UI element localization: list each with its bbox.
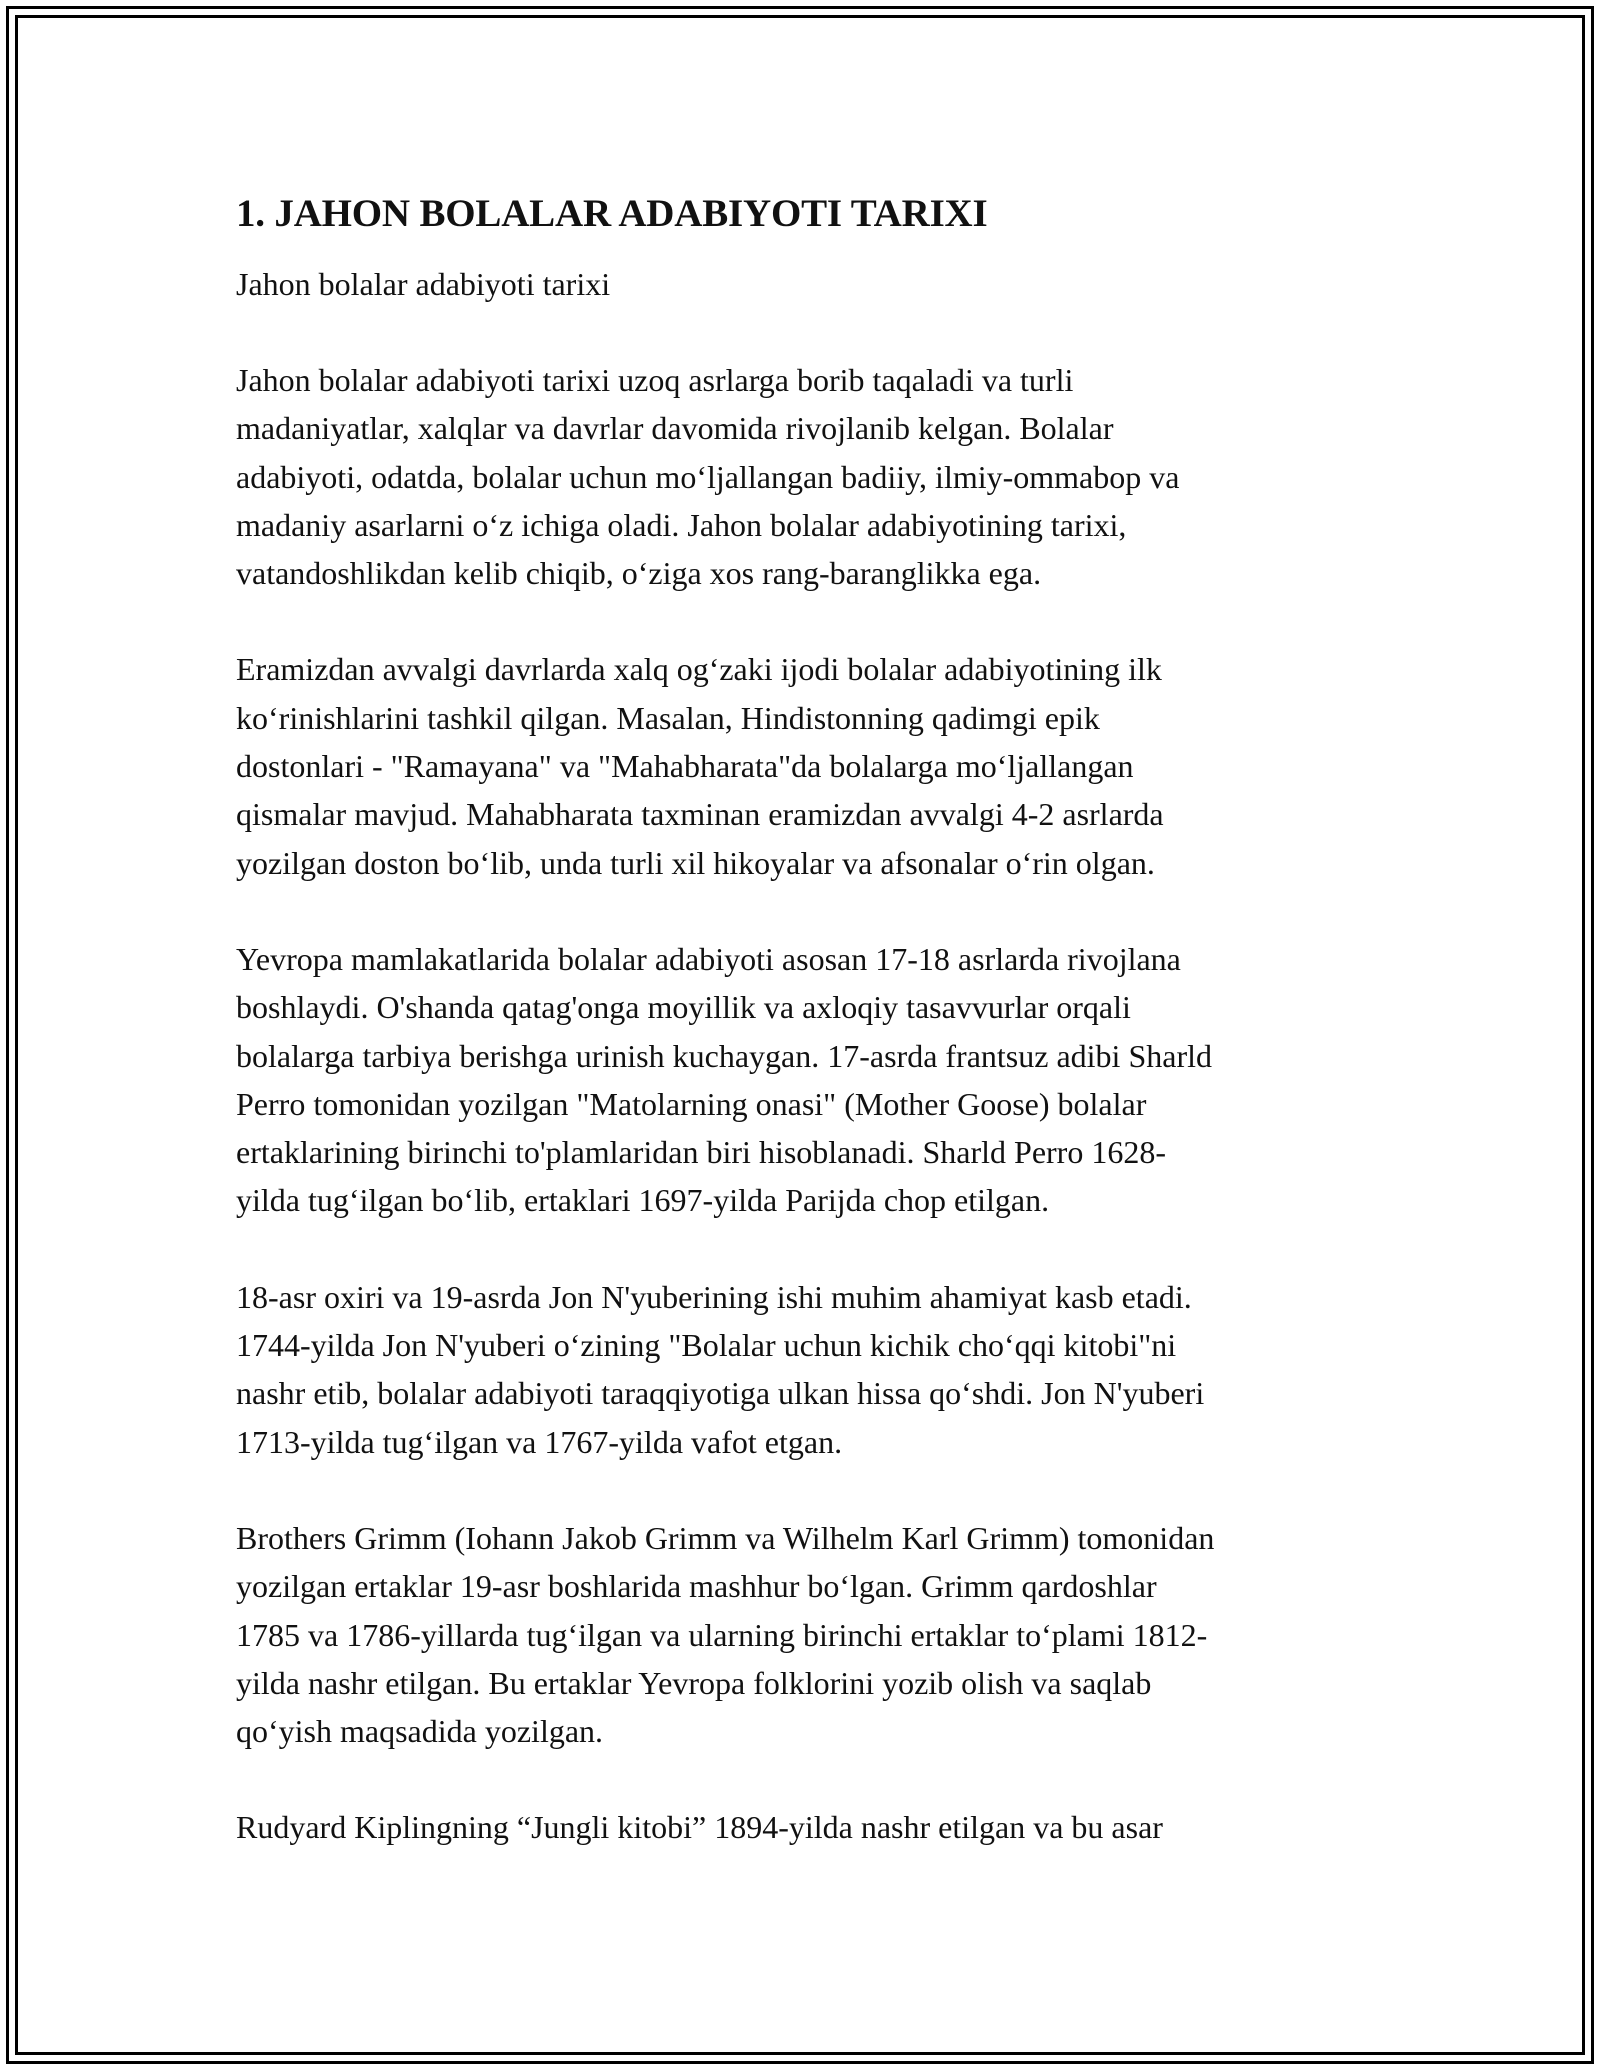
document-subtitle: Jahon bolalar adabiyoti tarixi bbox=[236, 266, 611, 302]
text-line: bolalarga tarbiya berishga urinish kuchaygan. 17-asrda frantsuz adibi Sharld bbox=[236, 1037, 1212, 1074]
paragraph-europe-perrault bbox=[236, 935, 1376, 1225]
text-line: 1713-yilda tug‘ilgan va 1767-yilda vafot etgan. bbox=[236, 1423, 843, 1460]
text-line: ko‘rinishlarini tashkil qilgan. Masalan, Hindistonning qadimgi epik bbox=[236, 699, 1100, 736]
paragraph-grimm bbox=[236, 1514, 1376, 1755]
text-line: qo‘yish maqsadida yozilgan. bbox=[236, 1713, 604, 1750]
text-line: 1785 va 1786-yillarda tug‘ilgan va ularning birinchi ertaklar to‘plami 1812- bbox=[236, 1616, 1208, 1653]
text-line: nashr etib, bolalar adabiyoti taraqqiyotiga ulkan hissa qo‘shdi. Jon N'yuberi bbox=[236, 1375, 1205, 1412]
text-line: dostonlari - "Ramayana" va "Mahabharata"da bolalarga mo‘ljallangan bbox=[236, 748, 1134, 785]
text-line: 18-asr oxiri va 19-asrda Jon N'yuberining ishi muhim ahamiyat kasb etadi. bbox=[236, 1278, 1192, 1315]
text-line: adabiyoti, odatda, bolalar uchun mo‘ljallangan badiiy, ilmiy-ommabop va bbox=[236, 458, 1180, 495]
document-body bbox=[236, 186, 1376, 1852]
text-line: 1744-yilda Jon N'yuberi o‘zining "Bolalar uchun kichik cho‘qqi kitobi"ni bbox=[236, 1327, 1177, 1364]
document-title: 1. JAHON BOLALAR ADABIYOTI TARIXI bbox=[236, 192, 988, 235]
text-line: boshlaydi. O'shanda qatag'onga moyillik va axloqiy tasavvurlar orqali bbox=[236, 989, 1131, 1026]
text-line: Yevropa mamlakatlarida bolalar adabiyoti asosan 17-18 asrlarda rivojlana bbox=[236, 940, 1181, 977]
text-line: Brothers Grimm (Iohann Jakob Grimm va Wilhelm Karl Grimm) tomonidan bbox=[236, 1519, 1215, 1556]
text-line: madaniyatlar, xalqlar va davrlar davomida rivojlanib kelgan. Bolalar bbox=[236, 410, 1114, 447]
text-line: madaniy asarlarni o‘z ichiga oladi. Jahon bolalar adabiyotining tarixi, bbox=[236, 506, 1127, 543]
paragraph-newbery bbox=[236, 1273, 1376, 1466]
text-line: yilda tug‘ilgan bo‘lib, ertaklari 1697-yilda Parijda chop etilgan. bbox=[236, 1182, 1050, 1219]
paragraph-ancient-india bbox=[236, 645, 1376, 886]
paragraph-kipling bbox=[236, 1803, 1376, 1851]
text-line: Perro tomonidan yozilgan "Matolarning onasi" (Mother Goose) bolalar bbox=[236, 1085, 1147, 1122]
text-line: Rudyard Kiplingning “Jungli kitobi” 1894-yilda nashr etilgan va bu asar bbox=[236, 1809, 1163, 1846]
text-line: yilda nashr etilgan. Bu ertaklar Yevropa folklorini yozib olish va saqlab bbox=[236, 1664, 1152, 1701]
text-line: Jahon bolalar adabiyoti tarixi uzoq asrlarga borib taqaladi va turli bbox=[236, 362, 1074, 398]
paragraph-intro bbox=[236, 356, 1376, 597]
text-line: vatandoshlikdan kelib chiqib, o‘ziga xos rang-baranglikka ega. bbox=[236, 555, 1042, 592]
text-line: ertaklarining birinchi to'plamlaridan biri hisoblanadi. Sharld Perro 1628- bbox=[236, 1134, 1166, 1171]
text-line: yozilgan doston bo‘lib, unda turli xil hikoyalar va afsonalar o‘rin olgan. bbox=[236, 844, 1155, 881]
text-line: yozilgan ertaklar 19-asr boshlarida mashhur bo‘lgan. Grimm qardoshlar bbox=[236, 1568, 1157, 1605]
text-line: Eramizdan avvalgi davrlarda xalq og‘zaki ijodi bolalar adabiyotining ilk bbox=[236, 651, 1162, 688]
text-line: qismalar mavjud. Mahabharata taxminan eramizdan avvalgi 4-2 asrlarda bbox=[236, 796, 1164, 833]
